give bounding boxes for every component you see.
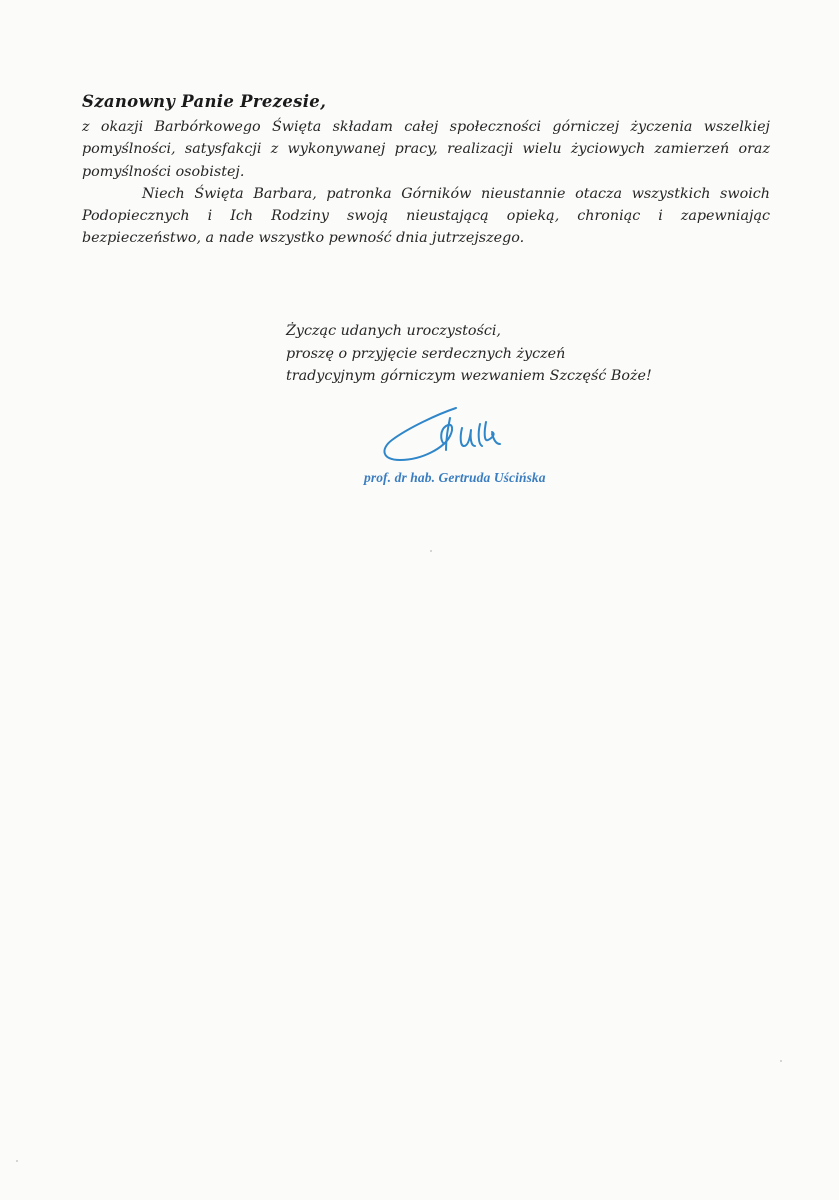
closing-block — [286, 320, 652, 388]
salutation: Szanowny Panie Prezesie, — [82, 92, 327, 111]
closing-line-1: Życząc udanych uroczystości, — [286, 323, 501, 339]
letter-body — [82, 116, 770, 250]
closing-line-3: tradycyjnym górniczym wezwaniem Szczęść Boże! — [286, 368, 652, 385]
paragraph-saint-barbara: Niech Święta Barbara, patronka Górników nieustannie otacza wszystkich swoich Podopiecznych i Ich Rodziny swoją nieustającą opieką, chroniąc i zapewniając bezpieczeństwo, a nade wszystko pewność dnia jutrzejszego. — [82, 185, 770, 247]
paragraph-wishes: z okazji Barbórkowego Święta składam całej społeczności górniczej życzenia wszelkiej pomyślności, satysfakcji z wykonywanej pracy, realizacji wielu życiowych zamierzeń oraz pomyślności osobistej. — [82, 119, 770, 180]
signer-name: prof. dr hab. Gertruda Uścińska — [364, 470, 546, 485]
handwritten-signature — [378, 400, 528, 466]
paper-speck — [16, 1160, 18, 1162]
paper-speck — [780, 1060, 782, 1062]
paper-speck — [430, 550, 432, 552]
closing-line-2: proszę o przyjęcie serdecznych życzeń — [286, 345, 566, 362]
